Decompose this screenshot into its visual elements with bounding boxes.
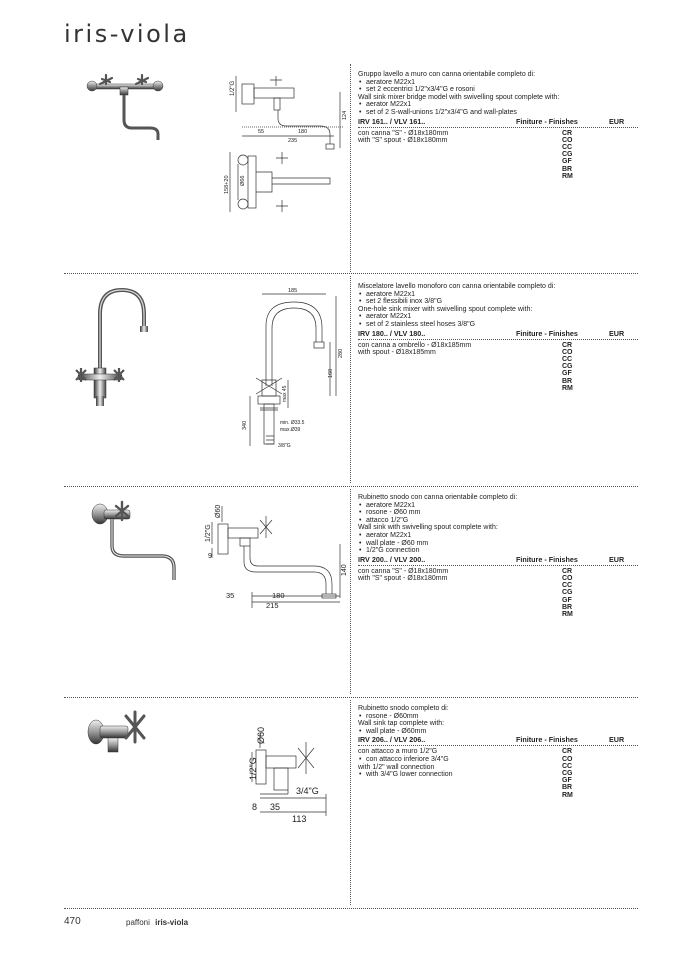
section-divider bbox=[64, 273, 638, 274]
technical-drawing-3 bbox=[200, 498, 350, 614]
brand-title: iris-viola bbox=[64, 20, 190, 48]
feature-it: • aeratore M22x1 bbox=[366, 291, 638, 299]
dim-label: max.Ø39 bbox=[280, 427, 301, 433]
finish-code: RM bbox=[562, 610, 573, 618]
variant-en: with "S" spout - Ø18x180mm bbox=[358, 575, 448, 583]
product-photo-wall-tap bbox=[86, 710, 156, 764]
dim-label: Ø66 bbox=[240, 175, 246, 186]
product-photo-one-hole-mixer bbox=[72, 284, 162, 410]
code-header bbox=[358, 118, 638, 128]
finishes-label: Finiture - Finishes bbox=[516, 735, 578, 745]
column-divider bbox=[350, 64, 351, 272]
variant-en: with "S" spout - Ø18x180mm bbox=[358, 137, 448, 145]
dim-label: 35 bbox=[270, 802, 281, 812]
section-divider bbox=[64, 697, 638, 698]
dim-label: 160 bbox=[328, 368, 334, 378]
product-photo-wall-bridge-mixer bbox=[84, 70, 170, 142]
finish-code: CG bbox=[562, 363, 573, 371]
desc-en: Wall sink with swivelling spout complete with: bbox=[358, 524, 498, 532]
product-info-3 bbox=[358, 494, 638, 618]
dim-label: max 45 bbox=[282, 385, 288, 402]
dim-label: 180 bbox=[298, 129, 308, 135]
finish-code: CG bbox=[562, 151, 573, 159]
column-divider bbox=[350, 276, 351, 483]
product-photo-wall-tap-s-spout bbox=[88, 498, 184, 590]
column-divider bbox=[350, 700, 351, 905]
desc-en: One-hole sink mixer with swivelling spout complete with: bbox=[358, 305, 533, 313]
eur-label: EUR bbox=[609, 735, 625, 745]
finish-code: CO bbox=[562, 755, 573, 763]
desc-it: Rubinetto snodo con canna orientabile completo di: bbox=[358, 494, 518, 501]
code-header bbox=[358, 330, 638, 340]
variant-it: • con attacco inferiore 3/4"G bbox=[366, 756, 453, 764]
product-code: IRV 206.. / VLV 206.. bbox=[358, 735, 426, 745]
dim-label: 1/2"G bbox=[248, 757, 258, 780]
finishes-label: Finiture - Finishes bbox=[516, 328, 578, 338]
finish-code: CO bbox=[562, 574, 573, 582]
dim-label: 158+20 bbox=[224, 175, 230, 194]
variant-en: with 1/2" wall connection bbox=[358, 763, 435, 771]
finish-codes bbox=[562, 130, 573, 180]
dim-label: min. Ø33.5 bbox=[280, 420, 305, 426]
desc-it: Rubinetto snodo completo di: bbox=[358, 705, 449, 712]
finish-codes bbox=[562, 568, 573, 618]
variant-it: con canna "S" - Ø18x180mm bbox=[358, 567, 449, 575]
footer-section: paffoni bbox=[126, 918, 150, 927]
product-info-1 bbox=[358, 71, 638, 180]
dim-label: 215 bbox=[266, 601, 279, 610]
finish-code: CR bbox=[562, 748, 573, 756]
feature-en: • set of 2 stainless steel hoses 3/8"G bbox=[366, 321, 638, 329]
code-header bbox=[358, 556, 638, 566]
finish-code: CO bbox=[562, 348, 573, 356]
feature-it: • rosone - Ø60mm bbox=[366, 713, 638, 721]
finish-code: RM bbox=[562, 384, 573, 392]
eur-label: EUR bbox=[609, 554, 625, 564]
variant-it: con canna a ombrello - Ø18x185mm bbox=[358, 341, 472, 349]
feature-en: • set of 2 S-wall-unions 1/2"x3/4"G and wall-plates bbox=[366, 109, 638, 117]
finish-code: CG bbox=[562, 589, 573, 597]
technical-drawing-2 bbox=[232, 286, 350, 456]
dim-label: 9 bbox=[208, 553, 212, 560]
finish-code: CC bbox=[562, 762, 573, 770]
feature-it: • rosone - Ø60 mm bbox=[366, 509, 638, 517]
desc-en: Wall sink tap complete with: bbox=[358, 720, 445, 728]
dim-label: 340 bbox=[242, 420, 248, 430]
footer-label bbox=[126, 918, 188, 927]
product-info-4 bbox=[358, 705, 638, 799]
dim-label: 180 bbox=[272, 591, 285, 600]
finish-codes bbox=[562, 342, 573, 392]
finishes-label: Finiture - Finishes bbox=[516, 554, 578, 564]
technical-drawing-4 bbox=[238, 722, 350, 826]
code-header bbox=[358, 736, 638, 746]
dim-label: 185 bbox=[288, 288, 298, 294]
section-divider bbox=[64, 486, 638, 487]
finish-code: RM bbox=[562, 791, 573, 799]
finish-code: RM bbox=[562, 172, 573, 180]
feature-it: • aeratore M22x1 bbox=[366, 502, 638, 510]
column-divider bbox=[350, 489, 351, 694]
dim-label: 8 bbox=[252, 802, 258, 812]
variant-it: con canna "S" - Ø18x180mm bbox=[358, 129, 449, 137]
section-divider bbox=[64, 908, 638, 909]
desc-en: Wall sink mixer bridge model with swivelling spout complete with: bbox=[358, 93, 560, 101]
eur-label: EUR bbox=[609, 116, 625, 126]
feature-it: • attacco 1/2"G bbox=[366, 517, 638, 525]
dim-label: 140 bbox=[341, 564, 348, 576]
feature-it: • aeratore M22x1 bbox=[366, 79, 638, 87]
finish-code: GF bbox=[562, 370, 572, 378]
dim-label: 280 bbox=[338, 348, 344, 358]
dim-label: 1/2"G bbox=[230, 80, 236, 96]
finish-code: CC bbox=[562, 355, 573, 363]
dim-label: Ø60 bbox=[215, 504, 222, 518]
dim-label: 113 bbox=[292, 814, 307, 824]
footer-series: iris-viola bbox=[155, 918, 189, 927]
dim-label: Ø60 bbox=[256, 726, 266, 744]
finish-code: GF bbox=[562, 158, 572, 166]
feature-en: • aerator M22x1 bbox=[366, 313, 638, 321]
finish-code: CG bbox=[562, 769, 573, 777]
dim-label: 3/8"G bbox=[278, 443, 291, 449]
finish-code: CR bbox=[562, 341, 573, 349]
page-number: 470 bbox=[64, 916, 81, 927]
finish-code: BR bbox=[562, 165, 573, 173]
dim-label: 1/2"G bbox=[205, 524, 212, 542]
finish-code: BR bbox=[562, 603, 573, 611]
feature-en: • 1/2"G connection bbox=[366, 547, 638, 555]
finish-code: CR bbox=[562, 129, 573, 137]
feature-it: • set 2 eccentrici 1/2"x3/4"G e rosoni bbox=[366, 86, 638, 94]
feature-en: • wall plate - Ø60 mm bbox=[366, 540, 638, 548]
finish-code: CC bbox=[562, 143, 573, 151]
dim-label: 3/4"G bbox=[296, 786, 319, 796]
eur-label: EUR bbox=[609, 328, 625, 338]
finish-code: BR bbox=[562, 784, 573, 792]
variant-en: • with 3/4"G lower connection bbox=[366, 771, 453, 779]
variant-it: con attacco a muro 1/2"G bbox=[358, 748, 438, 756]
desc-it: Miscelatore lavello monoforo con canna orientabile completo di: bbox=[358, 283, 556, 290]
feature-en: • wall plate - Ø60mm bbox=[366, 728, 638, 736]
product-code: IRV 200.. / VLV 200.. bbox=[358, 554, 426, 564]
product-code: IRV 161.. / VLV 161.. bbox=[358, 116, 426, 126]
finish-code: CC bbox=[562, 582, 573, 590]
finish-codes bbox=[562, 748, 573, 798]
feature-it: • set 2 flessibili inox 3/8"G bbox=[366, 298, 638, 306]
product-info-2 bbox=[358, 283, 638, 392]
feature-en: • aerator M22x1 bbox=[366, 532, 638, 540]
finish-code: GF bbox=[562, 777, 572, 785]
finish-code: BR bbox=[562, 377, 573, 385]
dim-label: 124 bbox=[342, 110, 348, 120]
feature-en: • aerator M22x1 bbox=[366, 101, 638, 109]
technical-drawing-1 bbox=[222, 72, 350, 272]
variant-en: with spout - Ø18x185mm bbox=[358, 349, 436, 357]
product-code: IRV 180.. / VLV 180.. bbox=[358, 328, 426, 338]
finish-code: CR bbox=[562, 567, 573, 575]
finish-code: CO bbox=[562, 136, 573, 144]
dim-label: 235 bbox=[288, 138, 298, 144]
finish-code: GF bbox=[562, 596, 572, 604]
dim-label: 35 bbox=[226, 591, 235, 600]
dim-label: 55 bbox=[258, 129, 265, 135]
desc-it: Gruppo lavello a muro con canna orientabile completo di: bbox=[358, 71, 536, 78]
finishes-label: Finiture - Finishes bbox=[516, 116, 578, 126]
